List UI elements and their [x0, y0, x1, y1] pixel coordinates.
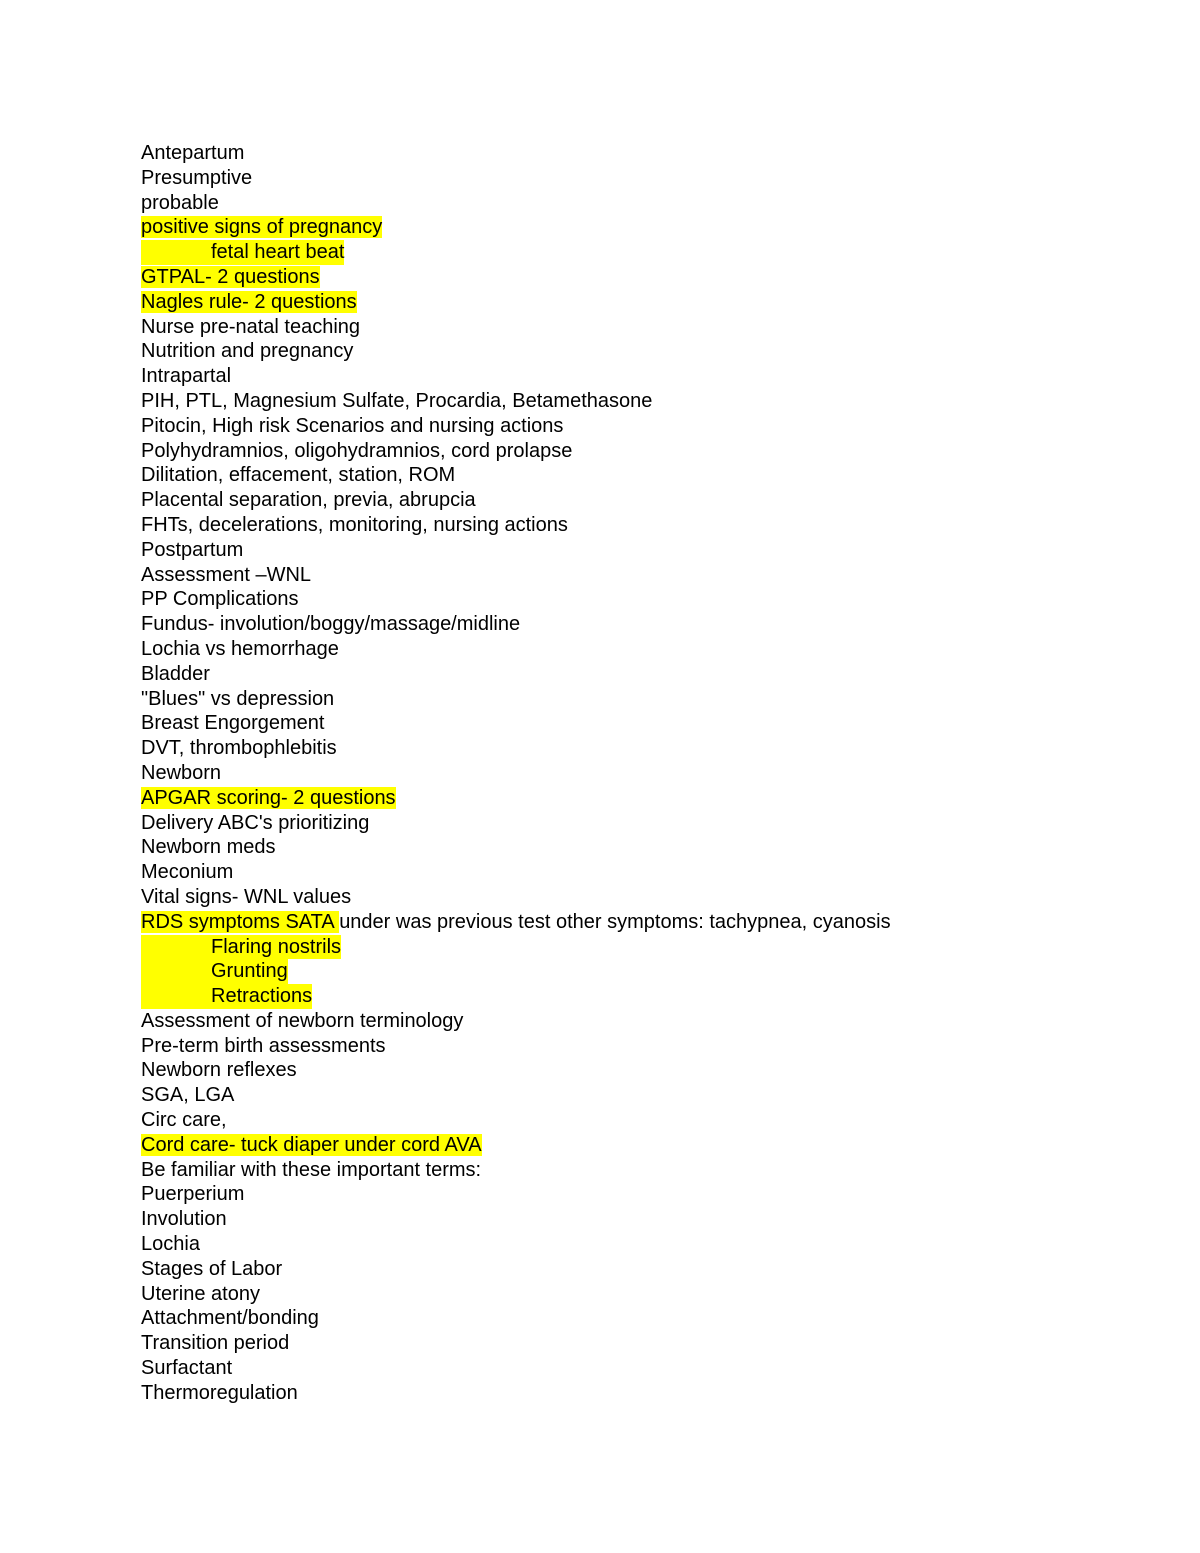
line-pih	[141, 389, 891, 414]
line-intrapartal	[141, 364, 891, 389]
line-fetal-heart-beat	[141, 240, 891, 265]
line-antepartum	[141, 141, 891, 166]
line-text: Presumptive	[141, 166, 253, 189]
line-newborn-reflexes	[141, 1058, 891, 1083]
line-text: DVT, thrombophlebitis	[141, 737, 337, 760]
line-text: Pitocin, High risk Scenarios and nursing actions	[141, 414, 564, 437]
line-text: Pre-term birth assessments	[141, 1034, 386, 1057]
line-lochia-hemorrhage	[141, 637, 891, 662]
line-text: probable	[141, 191, 219, 214]
line-dilitation	[141, 463, 891, 488]
line-text: SGA, LGA	[141, 1084, 235, 1107]
line-text: PP Complications	[141, 588, 299, 611]
line-assessment-wnl	[141, 563, 891, 588]
line-lochia	[141, 1232, 891, 1257]
line-rds-symptoms	[141, 910, 891, 935]
line-attachment	[141, 1306, 891, 1331]
line-positive-signs	[141, 215, 891, 240]
highlighted-indented-text: Retractions	[141, 984, 312, 1009]
line-text: Lochia vs hemorrhage	[141, 637, 339, 660]
highlighted-indented-text: Grunting	[141, 959, 288, 984]
line-text: Newborn reflexes	[141, 1059, 297, 1082]
line-uterine-atony	[141, 1282, 891, 1307]
line-important-terms	[141, 1158, 891, 1183]
line-text: Breast Engorgement	[141, 712, 325, 735]
highlighted-text: Cord care- tuck diaper under cord AVA	[141, 1133, 482, 1156]
line-vital-signs	[141, 885, 891, 910]
line-pp-complications	[141, 587, 891, 612]
line-text: Postpartum	[141, 538, 244, 561]
line-nutrition	[141, 339, 891, 364]
line-postpartum	[141, 538, 891, 563]
highlighted-text: Nagles rule- 2 questions	[141, 290, 357, 313]
line-text: Be familiar with these important terms:	[141, 1158, 482, 1181]
line-text: FHTs, decelerations, monitoring, nursing actions	[141, 513, 568, 536]
line-placental	[141, 488, 891, 513]
line-text: Puerperium	[141, 1183, 245, 1206]
line-text: under was previous test other symptoms: tachypnea, cyanosis	[339, 910, 891, 933]
highlighted-indented-text: fetal heart beat	[141, 240, 344, 265]
line-text: Involution	[141, 1208, 227, 1231]
line-text: Dilitation, effacement, station, ROM	[141, 464, 456, 487]
line-text: Polyhydramnios, oligohydramnios, cord prolapse	[141, 439, 573, 462]
line-text: Meconium	[141, 861, 234, 884]
line-text: Lochia	[141, 1233, 200, 1256]
study-guide-list	[141, 141, 891, 1406]
line-text: Attachment/bonding	[141, 1307, 319, 1330]
line-puerperium	[141, 1182, 891, 1207]
line-newborn	[141, 761, 891, 786]
line-text: Circ care,	[141, 1109, 227, 1132]
line-text: Intrapartal	[141, 365, 232, 388]
line-text: Placental separation, previa, abrupcia	[141, 489, 476, 512]
line-fhts	[141, 513, 891, 538]
line-meconium	[141, 860, 891, 885]
line-fundus	[141, 612, 891, 637]
line-text: "Blues" vs depression	[141, 687, 335, 710]
line-dvt	[141, 736, 891, 761]
highlighted-text: APGAR scoring- 2 questions	[141, 786, 396, 809]
line-blues	[141, 687, 891, 712]
line-prenatal-teaching	[141, 315, 891, 340]
line-text: Surfactant	[141, 1357, 233, 1380]
line-gtpal	[141, 265, 891, 290]
line-nagles-rule	[141, 290, 891, 315]
line-retractions	[141, 984, 891, 1009]
line-text: Newborn meds	[141, 836, 276, 859]
line-text: Vital signs- WNL values	[141, 885, 352, 908]
line-text: PIH, PTL, Magnesium Sulfate, Procardia, Betamethasone	[141, 389, 653, 412]
line-preterm	[141, 1034, 891, 1059]
highlighted-text: RDS symptoms SATA	[141, 910, 340, 933]
line-newborn-terminology	[141, 1009, 891, 1034]
line-text: Assessment –WNL	[141, 563, 312, 586]
line-transition	[141, 1331, 891, 1356]
line-breast-engorgement	[141, 711, 891, 736]
line-sga-lga	[141, 1083, 891, 1108]
highlighted-indented-text: Flaring nostrils	[141, 935, 341, 960]
line-pitocin	[141, 414, 891, 439]
line-text: Assessment of newborn terminology	[141, 1009, 464, 1032]
highlighted-text: GTPAL- 2 questions	[141, 265, 320, 288]
line-delivery-abc	[141, 811, 891, 836]
line-text: Transition period	[141, 1332, 290, 1355]
line-stages-of-labor	[141, 1257, 891, 1282]
highlighted-text: positive signs of pregnancy	[141, 216, 383, 239]
line-surfactant	[141, 1356, 891, 1381]
line-text: Nurse pre-natal teaching	[141, 315, 361, 338]
line-probable	[141, 191, 891, 216]
line-apgar	[141, 786, 891, 811]
line-text: Nutrition and pregnancy	[141, 340, 354, 363]
line-text: Fundus- involution/boggy/massage/midline	[141, 613, 521, 636]
line-text: Thermoregulation	[141, 1381, 298, 1404]
line-text: Delivery ABC's prioritizing	[141, 811, 370, 834]
line-flaring-nostrils	[141, 935, 891, 960]
line-newborn-meds	[141, 835, 891, 860]
line-involution	[141, 1207, 891, 1232]
line-cord-care	[141, 1133, 891, 1158]
line-text: Stages of Labor	[141, 1257, 283, 1280]
line-text: Newborn	[141, 761, 222, 784]
line-thermoregulation	[141, 1381, 891, 1406]
line-polyhydramnios	[141, 439, 891, 464]
line-grunting	[141, 959, 891, 984]
line-text: Uterine atony	[141, 1282, 260, 1305]
line-presumptive	[141, 166, 891, 191]
line-circ-care	[141, 1108, 891, 1133]
line-text: Antepartum	[141, 142, 245, 164]
line-bladder	[141, 662, 891, 687]
line-text: Bladder	[141, 662, 210, 685]
